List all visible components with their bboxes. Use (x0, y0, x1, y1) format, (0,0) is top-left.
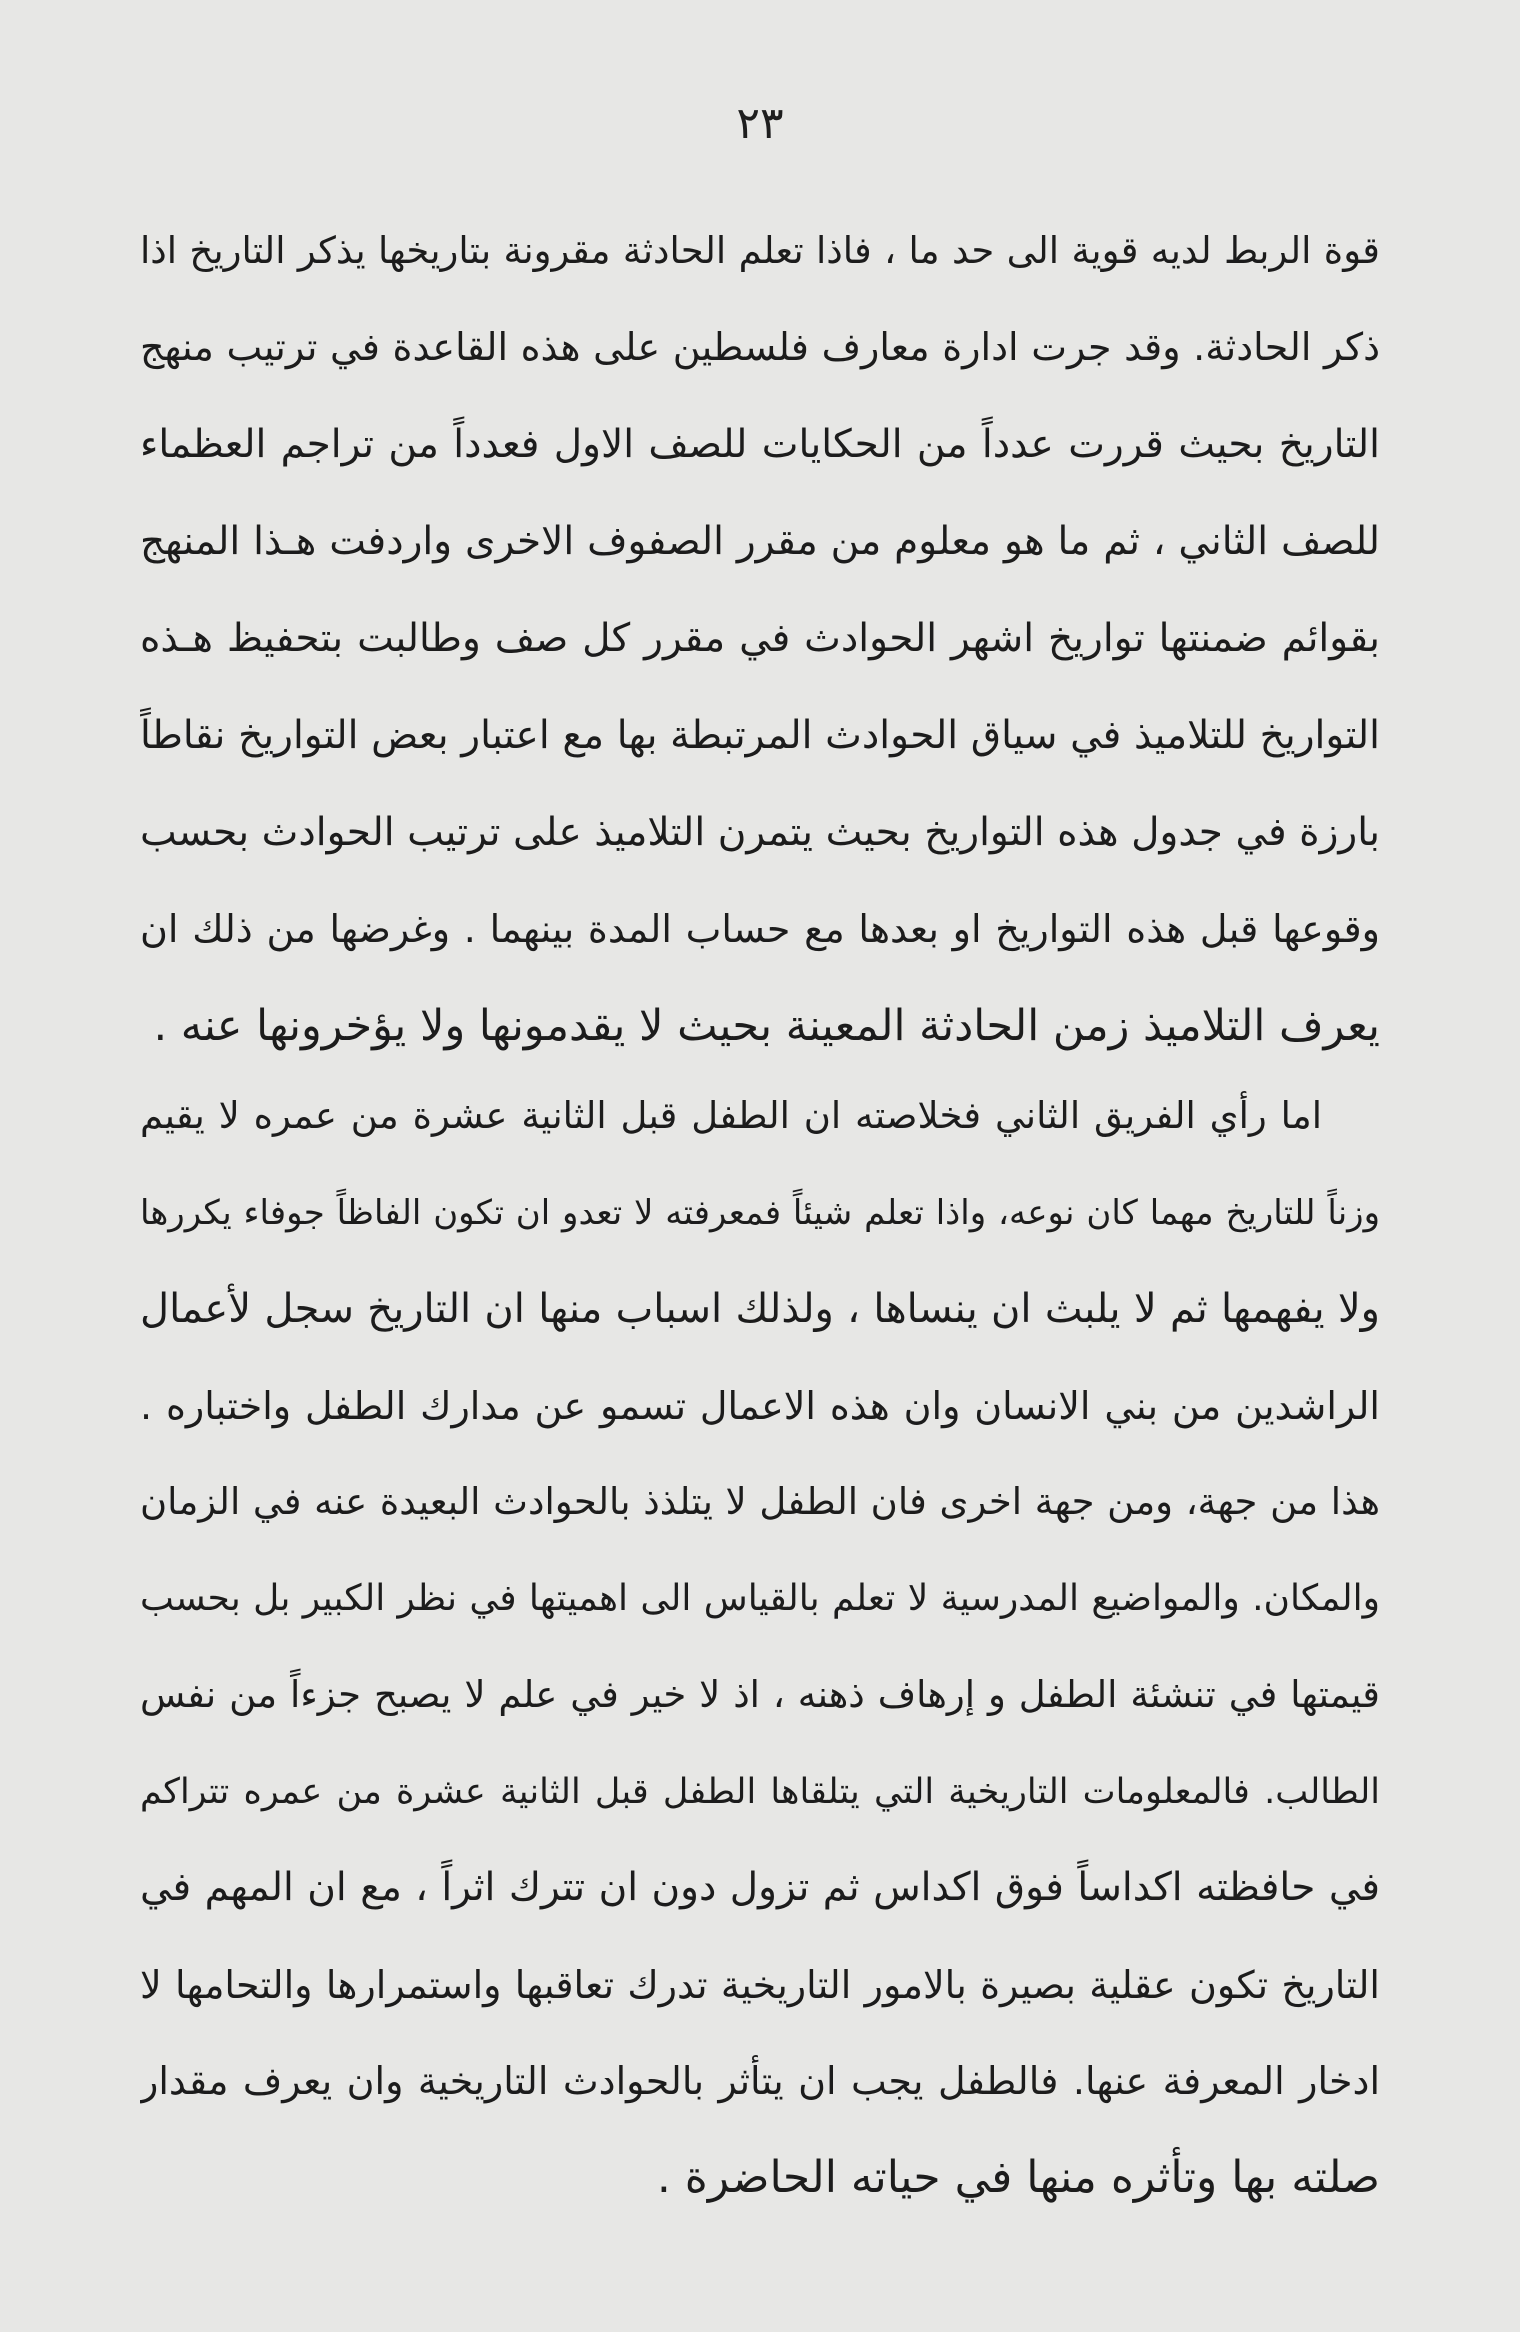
text-line: التواريخ للتلاميذ في سياق الحوادث المرتبطة بها مع اعتبار بعض التواريخ نقاطاً (140, 713, 1380, 758)
text-line: هذا من جهة، ومن جهة اخرى فان الطفل لا يتلذذ بالحوادث البعيدة عنه في الزمان (140, 1480, 1380, 1523)
text-line: التاريخ تكون عقلية بصيرة بالامور التاريخية تدرك تعاقبها واستمرارها والتحامها لا (140, 1962, 1380, 2007)
text-line: بارزة في جدول هذه التواريخ بحيث يتمرن التلاميذ على ترتيب الحوادث بحسب (140, 810, 1380, 855)
paragraph-1 (140, 202, 1380, 1075)
text-line: ولا يفهمها ثم لا يلبث ان ينساها ، ولذلك اسباب منها ان التاريخ سجل لأعمال (140, 1286, 1380, 1332)
text-line: الراشدين من بني الانسان وان هذه الاعمال تسمو عن مدارك الطفل واختباره . (140, 1383, 1380, 1428)
text-line: وزناً للتاريخ مهما كان نوعه، واذا تعلم شيئاً فمعرفته لا تعدو ان تكون الفاظاً جوفاء يكررها (140, 1192, 1380, 1233)
text-line: وقوعها قبل هذه التواريخ او بعدها مع حساب المدة بينهما . وغرضها من ذلك ان (140, 907, 1380, 951)
text-line: صلته بها وتأثره منها في حياته الحاضرة . (656, 2151, 1380, 2203)
page-number: ٢٣ (736, 98, 784, 149)
text-line: الطالب. فالمعلومات التاريخية التي يتلقاها الطفل قبل الثانية عشرة من عمره تتراكم (140, 1771, 1380, 1812)
text-line: ذكر الحادثة. وقد جرت ادارة معارف فلسطين على هذه القاعدة في ترتيب منهج (140, 325, 1380, 369)
text-line: قوة الربط لديه قوية الى حد ما ، فاذا تعلم الحادثة مقرونة بتاريخها يذكر التاريخ اذا (140, 229, 1380, 272)
paragraph-2 (140, 1068, 1380, 2226)
text-line: ادخار المعرفة عنها. فالطفل يجب ان يتأثر بالحوادث التاريخية وان يعرف مقدار (140, 2059, 1380, 2103)
text-line: في حافظته اكداساً فوق اكداس ثم تزول دون ان تترك اثراً ، مع ان المهم في (140, 1865, 1380, 1910)
text-line: والمكان. والمواضيع المدرسية لا تعلم بالقياس الى اهميتها في نظر الكبير بل بحسب (140, 1577, 1380, 1619)
text-line: للصف الثاني ، ثم ما هو معلوم من مقرر الصفوف الاخرى واردفت هـذا المنهج (140, 519, 1380, 564)
text-line: التاريخ بحيث قررت عدداً من الحكايات للصف الاول فعدداً من تراجم العظماء (140, 422, 1380, 467)
text-line: قيمتها في تنشئة الطفل و إرهاف ذهنه ، اذ لا خير في علم لا يصبح جزءاً من نفس (140, 1673, 1380, 1716)
text-line: بقوائم ضمنتها تواريخ اشهر الحوادث في مقرر كل صف وطالبت بتحفيظ هـذه (140, 616, 1380, 661)
text-line: اما رأي الفريق الثاني فخلاصته ان الطفل قبل الثانية عشرة من عمره لا يقيم (140, 1094, 1322, 1137)
text-line: يعرف التلاميذ زمن الحادثة المعينة بحيث لا يقدمونها ولا يؤخرونها عنه . (153, 1001, 1380, 1051)
